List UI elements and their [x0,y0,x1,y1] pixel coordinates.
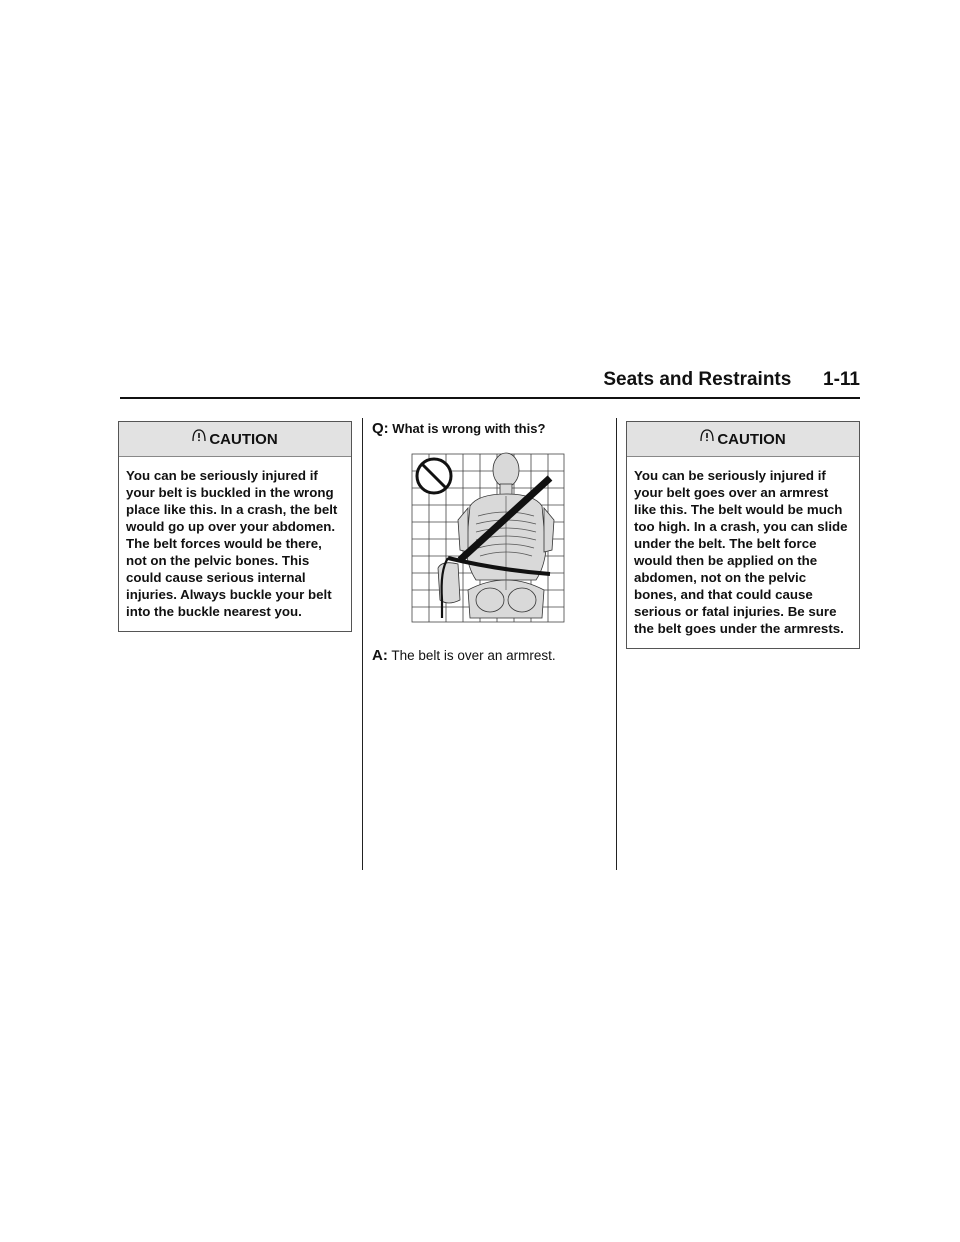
caution-icon [192,428,206,444]
caution-label: CAUTION [717,430,786,448]
caution-box-right [626,421,860,649]
caution-text: You can be seriously injured if your belt goes over an armrest like this. The belt would be much too high. In a crash, you can slide under the belt. The belt force would then be applied on the abdomen, not on the pelvic bones, and that could cause serious or fatal injuries. Be sure the belt goes under the armrests. [634,468,848,636]
answer-text: The belt is over an armrest. [391,648,556,663]
page-header [120,369,860,399]
page-number: 1-11 [823,369,860,390]
question-line [372,420,545,437]
header-title [603,369,860,391]
question-text: What is wrong with this? [392,421,546,436]
column-divider-1 [362,418,363,870]
question-lead: Q: [372,420,389,437]
column-divider-2 [616,418,617,870]
caution-header [119,422,351,457]
caution-box-left [118,421,352,632]
caution-text: You can be seriously injured if your belt is buckled in the wrong place like this. In a crash, the belt would go up over your abdomen. The belt forces would be there, not on the pelvic bones. This could cause serious internal injuries. Always buckle your belt into the buckle nearest you. [126,468,338,619]
prohibition-icon [417,459,451,493]
section-title: Seats and Restraints [603,369,792,390]
caution-icon [700,428,714,444]
skeleton-illustration [408,450,568,624]
answer-lead: A: [372,647,388,664]
answer-line [372,647,556,664]
caution-header [627,422,859,457]
caution-label: CAUTION [209,430,278,448]
